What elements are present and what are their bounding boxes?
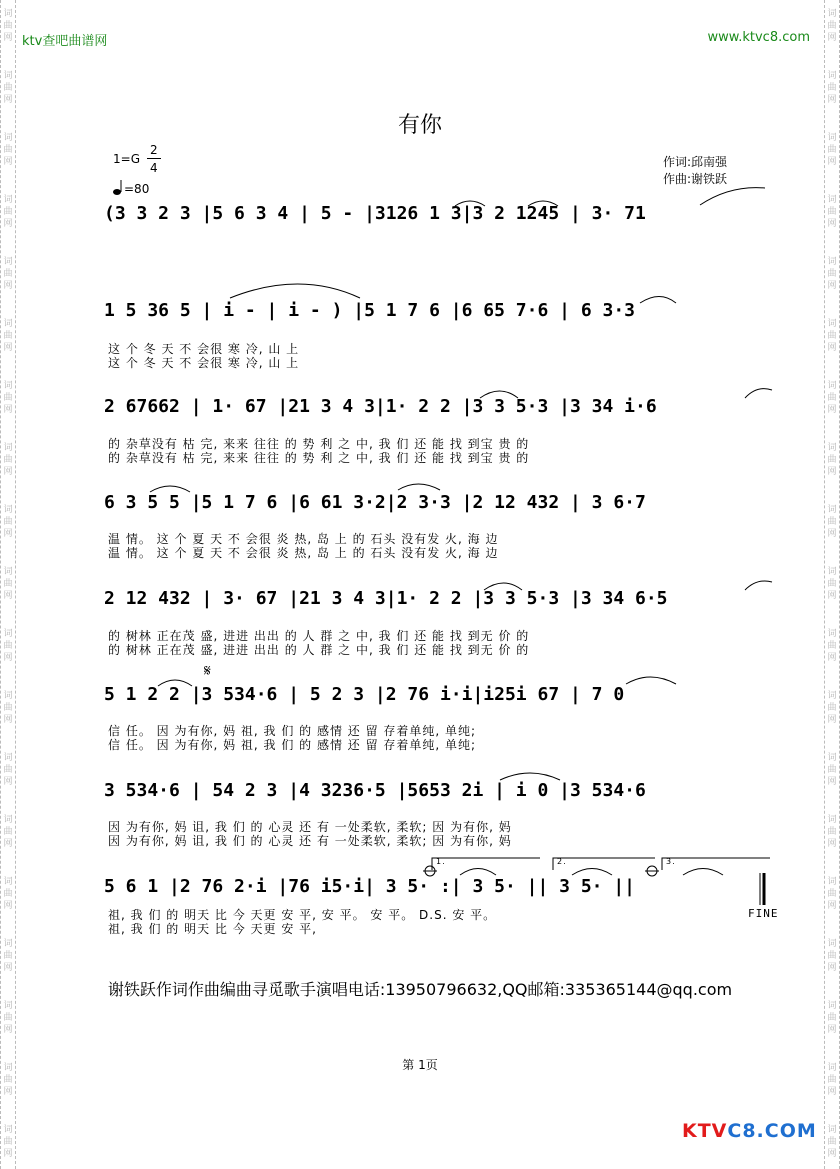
lyric-line-6-1: 信 任。 因 为有你, 妈 祖, 我 们 的 感情 还 留 存着单纯, 单纯; [108, 724, 477, 738]
watermark-text: 词 曲 网 [3, 815, 13, 849]
lyric-line-8-1: 祖, 我 们 的 明天 比 今 天更 安 平, 安 平。 安 平。 D.S. 安 平。 [108, 908, 497, 922]
volta-2: 2. [557, 857, 567, 866]
watermark-text: 词 曲 网 [827, 443, 837, 477]
watermark-text: 词 曲 网 [3, 9, 13, 43]
notation-line-4: 6 3 5 5 |5 1 7 6 |6 61 3·2|2 3·3 |2 12 432 | 3 6·7 [104, 492, 646, 513]
lyric-line-6-2: 信 任。 因 为有你, 妈 祖, 我 们 的 感情 还 留 存着单纯, 单纯; [108, 738, 477, 752]
logo-prefix: KTV [682, 1120, 728, 1142]
notation-line-3: 2 67662 | 1· 67 |21 3 4 3|1· 2 2 |3 3 5·3 |3 34 i·6 [104, 396, 657, 417]
watermark-text: 词 曲 网 [3, 1125, 13, 1159]
watermark-text: 词 曲 网 [827, 691, 837, 725]
lyric-line-7-1: 因 为有你, 妈 诅, 我 们 的 心灵 还 有 一处柔软, 柔软; 因 为有你, 妈 [108, 820, 512, 834]
lyric-line-2-1: 这 个 冬 天 不 会很 寒 冷, 山 上 [108, 342, 300, 356]
lyric-line-5-2: 的 树林 正在茂 盛, 进进 出出 的 人 群 之 中, 我 们 还 能 找 到无 价 的 [108, 643, 530, 657]
watermark-text: 词 曲 网 [3, 877, 13, 911]
lyricist-credit: 作词:邱南强 [663, 155, 728, 169]
lyric-line-3-2: 的 杂草没有 枯 完, 来来 往往 的 势 利 之 中, 我 们 还 能 找 到宝 贵 的 [108, 451, 530, 465]
watermark-text: 词 曲 网 [827, 257, 837, 291]
watermark-text: 词 曲 网 [3, 133, 13, 167]
watermark-text: 词 曲 网 [3, 443, 13, 477]
notation-line-7: 3 534·6 | 54 2 3 |4 3236·5 |5653 2i | i 0 |3 534·6 [104, 780, 646, 801]
watermark-text: 词 曲 网 [3, 71, 13, 105]
watermark-text: 词 曲 网 [827, 877, 837, 911]
fine-label: FINE [748, 907, 779, 920]
site-logo [682, 1120, 817, 1142]
watermark-text: 词 曲 网 [3, 1001, 13, 1035]
watermark-text: 词 曲 网 [3, 939, 13, 973]
watermark-text: 词 曲 网 [3, 257, 13, 291]
volta-3: 3. [666, 857, 676, 866]
lyric-line-7-2: 因 为有你, 妈 诅, 我 们 的 心灵 还 有 一处柔软, 柔软; 因 为有你, 妈 [108, 834, 512, 848]
lyric-line-5-1: 的 树林 正在茂 盛, 进进 出出 的 人 群 之 中, 我 们 还 能 找 到无 价 的 [108, 629, 530, 643]
notation-line-1: (3 3 2 3 |5 6 3 4 | 5 - |3126 1 3|3 2 1245 | 3· 71 [104, 203, 646, 224]
watermark-text: 词 曲 网 [827, 505, 837, 539]
watermark-text: 词 曲 网 [3, 753, 13, 787]
page-number: 第 1页 [402, 1058, 438, 1072]
watermark-text: 词 曲 网 [3, 319, 13, 353]
watermark-text: 词 曲 网 [827, 133, 837, 167]
song-title: 有你 [397, 113, 442, 138]
watermark-text: 词 曲 网 [827, 753, 837, 787]
watermark-text: 词 曲 网 [827, 195, 837, 229]
site-name-left: ktv查吧曲谱网 [22, 34, 108, 49]
watermark-text: 词 曲 网 [827, 71, 837, 105]
lyric-line-8-2: 祖, 我 们 的 明天 比 今 天更 安 平, [108, 922, 317, 936]
watermark-text: 词 曲 网 [3, 567, 13, 601]
watermark-text: 词 曲 网 [3, 505, 13, 539]
watermark-text: 词 曲 网 [827, 629, 837, 663]
notation-line-5: 2 12 432 | 3· 67 |21 3 4 3|1· 2 2 |3 3 5·3 |3 34 6·5 [104, 588, 668, 609]
watermark-text: 词 曲 网 [827, 1063, 837, 1097]
notation-line-2: 1 5 36 5 | i - | i - ) |5 1 7 6 |6 65 7·6 | 6 3·3 [104, 300, 636, 321]
watermark-text: 词 曲 网 [3, 629, 13, 663]
watermark-text: 词 曲 网 [827, 319, 837, 353]
notation-line-8: 5 6 1 |2 76 2·i |76 i5·i| 3 5· :| 3 5· || 3 5· || [104, 876, 636, 897]
composer-credit: 作曲:谢铁跃 [663, 172, 728, 186]
site-url-right: www.ktvc8.com [707, 30, 810, 45]
lyric-line-4-1: 温 情。 这 个 夏 天 不 会很 炎 热, 岛 上 的 石头 没有发 火, 海 边 [108, 532, 499, 546]
watermark-text: 词 曲 网 [3, 691, 13, 725]
watermark-text: 词 曲 网 [3, 381, 13, 415]
lyric-line-2-2: 这 个 冬 天 不 会很 寒 冷, 山 上 [108, 356, 300, 370]
watermark-text: 词 曲 网 [827, 939, 837, 973]
key-signature: 1=G [113, 152, 140, 166]
logo-suffix: C8.COM [727, 1120, 817, 1142]
contact-line: 谢铁跃作词作曲编曲寻觅歌手演唱电话:13950796632,QQ邮箱:335365144@qq.com [107, 980, 733, 999]
watermark-text: 词 曲 网 [827, 815, 837, 849]
svg-text:𝄋: 𝄋 [204, 661, 211, 680]
watermark-text: 词 曲 网 [3, 195, 13, 229]
watermark-text: 词 曲 网 [827, 9, 837, 43]
watermark-text: 词 曲 网 [827, 1125, 837, 1159]
volta-1: 1. [436, 857, 446, 866]
time-signature-top: 2 [150, 143, 158, 157]
watermark-text: 词 曲 网 [827, 567, 837, 601]
notation-line-6: 5 1 2 2 |3 534·6 | 5 2 3 |2 76 i·i|i25i 67 | 7 0 [104, 684, 625, 705]
tempo-marking: =80 [124, 182, 150, 196]
watermark-text: 词 曲 网 [827, 1001, 837, 1035]
time-signature-bottom: 4 [150, 161, 158, 175]
lyric-line-3-1: 的 杂草没有 枯 完, 来来 往往 的 势 利 之 中, 我 们 还 能 找 到宝 贵 的 [108, 437, 530, 451]
watermark-text: 词 曲 网 [3, 1063, 13, 1097]
lyric-line-4-2: 温 情。 这 个 夏 天 不 会很 炎 热, 岛 上 的 石头 没有发 火, 海 边 [108, 546, 499, 560]
watermark-text: 词 曲 网 [827, 381, 837, 415]
